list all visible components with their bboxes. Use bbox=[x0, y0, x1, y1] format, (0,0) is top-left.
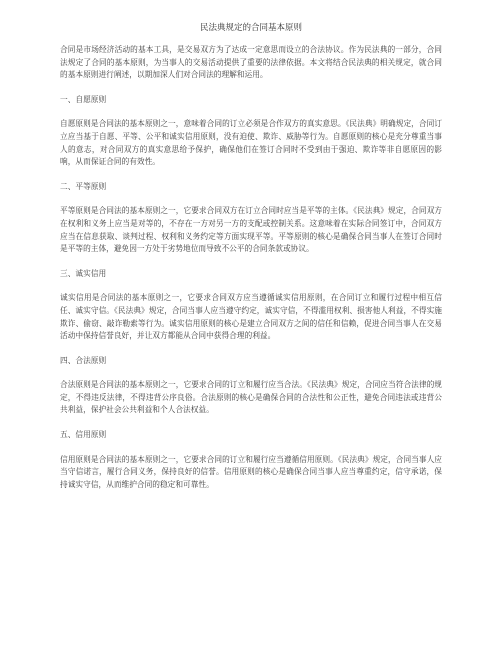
section-heading: 五、信用原则 bbox=[60, 430, 107, 440]
section-heading: 四、合法原则 bbox=[60, 355, 107, 365]
section-body: 信用原则是合同法的基本原则之一，它要求合同的订立和履行应当遵循信用原则。《民法典》规定，合同当事人应当守信诺言，履行合同义务，保持良好的信誉。信用原则的核心是确保合同当事人应当尊重约定，信守承诺，保持诚实守信，从而维护合同的稳定和可靠性。 bbox=[60, 454, 442, 489]
section-body: 合法原则是合同法的基本原则之一，它要求合同的订立和履行应当合法。《民法典》规定，合同应当符合法律的规定，不得违反法律，不得违背公序良俗。合法原则的核心是确保合同的合法性和公正性，避免合同违法或违背公共利益，保护社会公共利益和个人合法权益。 bbox=[60, 380, 442, 415]
document-title: 民法典规定的合同基本原则 bbox=[199, 23, 302, 33]
section-heading: 三、诚实信用 bbox=[60, 268, 107, 278]
section-body: 诚实信用是合同法的基本原则之一，它要求合同双方应当遵循诚实信用原则，在合同订立和履行过程中相互信任、诚实守信。《民法典》规定，合同当事人应当遵守约定，诚实守信，不得滥用权利、损害他人利益，不得实施欺诈、偷窃、敲诈勒索等行为。诚实信用原则的核心是建立合同双方之间的信任和信赖，促进合同当事人在交易活动中保持信誉良好，并让双方都能从合同中获得合理的利益。 bbox=[60, 293, 442, 341]
section-body: 平等原则是合同法的基本原则之一，它要求合同双方在订立合同时应当是平等的主体。《民法典》规定，合同双方在权利和义务上应当是对等的，不存在一方对另一方的支配或控制关系。这意味着在实际合同签订中，合同双方应当在信息获取、谈判过程、权利和义务约定等方面实现平等。平等原则的核心是确保合同当事人在签订合同时是平等的主体，避免因一方处于劣势地位而导致不公平的合同条款或协议。 bbox=[60, 206, 442, 254]
section-heading: 二、平等原则 bbox=[60, 181, 107, 191]
section-credit bbox=[60, 429, 442, 491]
section-body: 自愿原则是合同法的基本原则之一，意味着合同的订立必须是合作双方的真实意思。《民法典》明确规定，合同订立应当基于自愿、平等、公平和诚实信用原则，没有迫使、欺诈、威胁等行为。自愿原则的核心是充分尊重当事人的意志，对合同双方的真实意思给予保护，确保他们在签订合同时不受到由于强迫、欺诈等非自愿原因的影响，从而保证合同的有效性。 bbox=[60, 119, 442, 167]
section-voluntary bbox=[60, 94, 442, 169]
section-heading: 一、自愿原则 bbox=[60, 94, 107, 104]
section-legality bbox=[60, 355, 442, 417]
section-good-faith bbox=[60, 268, 442, 343]
intro-paragraph: 合同是市场经济活动的基本工具，是交易双方为了达成一定意思而设立的合法协议。作为民法典的一部分，合同法规定了合同的基本原则，为当事人的交易活动提供了重要的法律依据。本文将结合民法典的相关规定，就合同的基本原则进行阐述，以期加深人们对合同法的理解和运用。 bbox=[60, 45, 442, 80]
section-equality bbox=[60, 181, 442, 256]
